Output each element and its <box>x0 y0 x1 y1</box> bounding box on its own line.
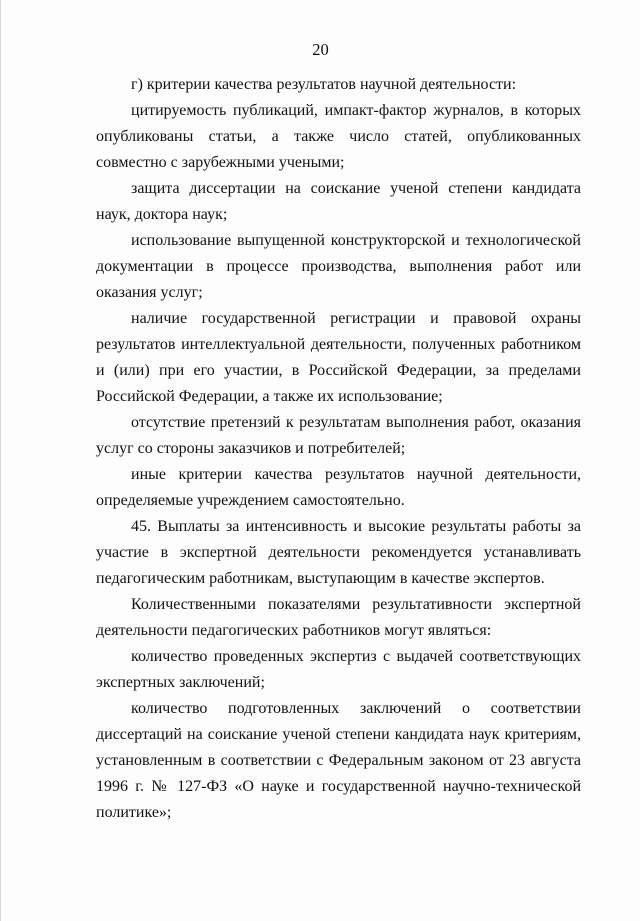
paragraph-expertise-count: количество проведенных экспертиз с выдачей соответствующих экспертных заключений; <box>96 648 581 691</box>
document-body <box>96 72 581 826</box>
paragraph-dissertation-conclusions: количество подготовленных заключений о соответствии диссертаций на соискание ученой степени кандидата наук критериям, установленным в соответствии с Федеральным законом от 23 августа 1996 г. № 127-ФЗ «О науке и государственной научно-технической политике»; <box>96 700 581 821</box>
paragraph-no-claims: отсутствие претензий к результатам выполнения работ, оказания услуг со стороны заказчиков и потребителей; <box>96 414 581 457</box>
paragraph-quantitative-indicators: Количественными показателями результативности экспертной деятельности педагогических работников могут являться: <box>96 596 581 639</box>
paragraph-dissertation-defense: защита диссертации на соискание ученой степени кандидата наук, доктора наук; <box>96 180 581 223</box>
paragraph-ip-registration: наличие государственной регистрации и правовой охраны результатов интеллектуальной деятельности, полученных работником и (или) при его участии, в Российской Федерации, за пределами Российской Федерации, а также их использование; <box>96 310 581 405</box>
paragraph-other-criteria: иные критерии качества результатов научной деятельности, определяемые учреждением самостоятельно. <box>96 466 581 509</box>
paragraph-citation: цитируемость публикаций, импакт-фактор журналов, в которых опубликованы статьи, а также число статей, опубликованных совместно с зарубежными учеными; <box>96 102 581 171</box>
page-number: 20 <box>312 40 329 59</box>
paragraph-criteria-heading: г) критерии качества результатов научной деятельности: <box>131 76 517 93</box>
paragraph-item-45: 45. Выплаты за интенсивность и высокие результаты работы за участие в экспертной деятельности рекомендуется устанавливать педагогическим работникам, выступающим в качестве экспертов. <box>96 518 581 587</box>
paragraph-documentation-use: использование выпущенной конструкторской и технологической документации в процессе производства, выполнения работ или оказания услуг; <box>96 232 581 301</box>
